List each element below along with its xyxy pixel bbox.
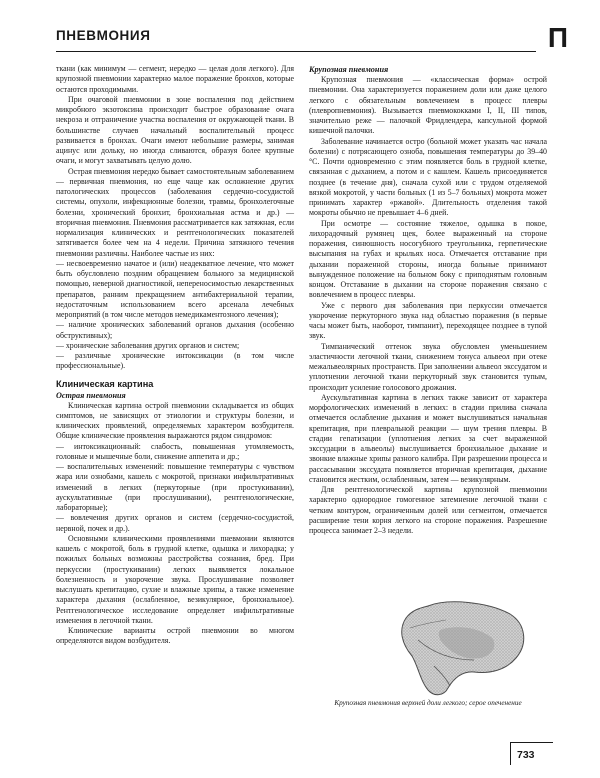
list-item: — наличие хронических заболеваний органов дыхания (особенно обструктивных); <box>56 320 294 340</box>
list-item: — несвоевременно начатое и (или) неадекватное лечение, что может быть обусловлено поздним обращением больного за медицинской помощью, неверной диагностикой, непереносимостью лекарственных препаратов, ранним прекращением антибактериальной терапии, недостаточным использованием всего арсенала лечебных мероприятий (в том числе методов немедикаментозного лечения); <box>56 258 294 319</box>
section-heading: Клиническая картина <box>56 378 154 389</box>
subsection-heading: Крупозная пневмония <box>309 65 389 74</box>
paragraph: Заболевание начинается остро (больной может указать час начала болезни) с потрясающего озноба, повышения температуры до 39–40 °С. Почти одновременно с этим появляется боль в грудной клетке, связанная с дыханием, а потом и с кашлем. Кашель присоединяется позднее (в течение дня), сначала сухой или с трудом отделяемой вязкой мокротой, у части больных (1 из 5–7 больных) мокрота может принимать характер «ржавой». Длительность отделения такой мокроты обычно не превышает 4–6 дней. <box>309 136 547 218</box>
paragraph: Острая пневмония нередко бывает самостоятельным заболеванием — первичная пневмония, но еще чаще как осложнение других патологических процессов (заболевания сердечно-сосудистой системы, опухоли, инфекционные болезни, травмы, бронхолегочные болезни, хронический бронхит, бронхиальная астма и др.) — вторичная пневмония. Пневмония рассматривается как затяжная, если нормализация клинических и рентгенологических показателей затягивается более чем на 4 недели. Причина затяжного течения пневмонии различны. Наиболее частые из них: <box>56 166 294 258</box>
paragraph: Клиническая картина острой пневмонии складывается из общих симптомов, не зависящих от этиологии и структуры болезни, и клинических проявлений, определяемых характером возбудителя. Общие клинические проявления выражаются рядом синдромов: <box>56 400 294 441</box>
list-item: — хронические заболевания других органов и систем; <box>56 340 240 350</box>
left-column <box>56 64 294 647</box>
paragraph: Уже с первого дня заболевания при перкуссии отмечается укорочение перкуторного звука над областью поражения (в первые часы может быть, наоборот, тимпанит), переходящее позднее в тупой звук. <box>309 300 547 341</box>
paragraph: Крупозная пневмония — «классическая форма» острой пневмонии. Она характеризуется поражением доли или даже целого легкого с обязательным вовлечением в процесс плевры (плевропневмония). Вызывается пневмококками I, II, III типов, значительно реже — палочкой Фридлендера, капсульной формой кишечной палочки. <box>309 75 547 136</box>
paragraph: Основными клиническими проявлениями пневмонии являются кашель с мокротой, боль в грудной клетке, одышка и лихорадка; у пожилых больных возможны расстройства сознания, бред. При перкуссии (простукивании) легких выявляется локальное болезненность и укорочение звука. Прослушивание позволяет выслушать крепитацию, сухие и влажные хрипы, а также изменение характера дыхания (ослабленное, везикулярное, бронхиальное). Рентгенологическое исследование определяет инфильтративные изменения в легочной ткани. <box>56 533 294 625</box>
list-item: — вовлечения других органов и систем (сердечно-сосудистой, нервной, почек и др.). <box>56 513 294 533</box>
page-running-title: ПНЕВМОНИЯ <box>56 28 151 43</box>
list-item: — интоксикационный: слабость, повышенная утомляемость, головные и мышечные боли, снижение аппетита и др.; <box>56 441 294 461</box>
paragraph: Для рентгенологической картины крупозной пневмонии характерно однородное гомогенное затемнение легочной ткани с четким контуром, ограниченным долей или сегментом, отмечается расширение тени корня легкого на стороне поражения. Разрешение процесса занимает 2–3 недели. <box>309 485 547 535</box>
subsection-heading: Острая пневмония <box>56 390 126 400</box>
paragraph: ткани (как минимум — сегмент, нередко — целая доля легкого). Для крупозной пневмонии характерно малое поражение бронхов, которые остаются проходимыми. <box>56 64 294 94</box>
list-item: — воспалительных изменений: повышение температуры с чувством жара или ознобами, кашель с мокротой, признаки инфильтративных изменений в легких (перкуторные (при простукивании), аускультативные (при прослушивании), рентгенологические, лабораторные); <box>56 462 294 512</box>
section-letter-mark: П <box>547 22 568 53</box>
paragraph: Тимпанический оттенок звука обусловлен уменьшением эластичности легочной ткани, снижением тонуса альвеол при отеке межальвеолярных пространств. При заполнении альвеол экссудатом и уплотнении легочной ткани перкуторный звук становится тупым, происходит усиление голосового дрожания. <box>309 341 547 392</box>
list-item: — различные хронические интоксикации (в том числе профессиональные). <box>56 351 294 371</box>
paragraph: При осмотре — состояние тяжелое, одышка в покое, лихорадочный румянец щек, более выраженный на стороне поражения, синюшность носогубного треугольника, герпетические высыпания на губах и крыльях носа. Отмечается отставание при дыхании пораженной стороны, иногда больные принимают вынужденное положение на больном боку с приподнятым головным концом. Отставание в дыхании на стороне поражения связано с вовлечением в процесс плевры. <box>309 218 547 300</box>
paragraph: Аускультативная картина в легких также зависит от характера морфологических изменений в легких: в стадии прилива сначала отмечается ослабление дыхания и может выслушиваться начальная крепитация, при плевральной реакции — шум трения плевры. В стадии гепатизации (уплотнения легких за счет выраженной экссудации в альвеолы) выслушивается бронхиальное дыхание и звонкие влажные хрипы разного калибра. При разрешении процесса и рассасывании экссудата появляется вторичная крепитация, дыхание становится жестким, ослабленным, затем — везикулярным. <box>309 392 547 484</box>
right-column <box>309 64 547 536</box>
page-number: 733 <box>517 749 535 761</box>
paragraph: Клинические варианты острой пневмонии во многом определяются видом возбудителя. <box>56 626 294 646</box>
lung-lobe-illustration-icon <box>388 600 530 698</box>
paragraph: При очаговой пневмонии в зоне воспаления под действием микробного экзотоксина происходит быстрое образование очага некроза и отграничение участка воспаления от окружающей ткани. В большинстве случаев начальный воспалительный процесс развивается в бронхах. Очаги имеют небольшие размеры, занимая ацинус или дольку, но иногда сливаются, образуя более крупные очаги, и могут захватывать целую долю. <box>56 94 294 166</box>
header-rule <box>56 51 536 52</box>
figure-caption: Крупозная пневмония верхней доли легкого; серое опеченение <box>334 699 522 707</box>
